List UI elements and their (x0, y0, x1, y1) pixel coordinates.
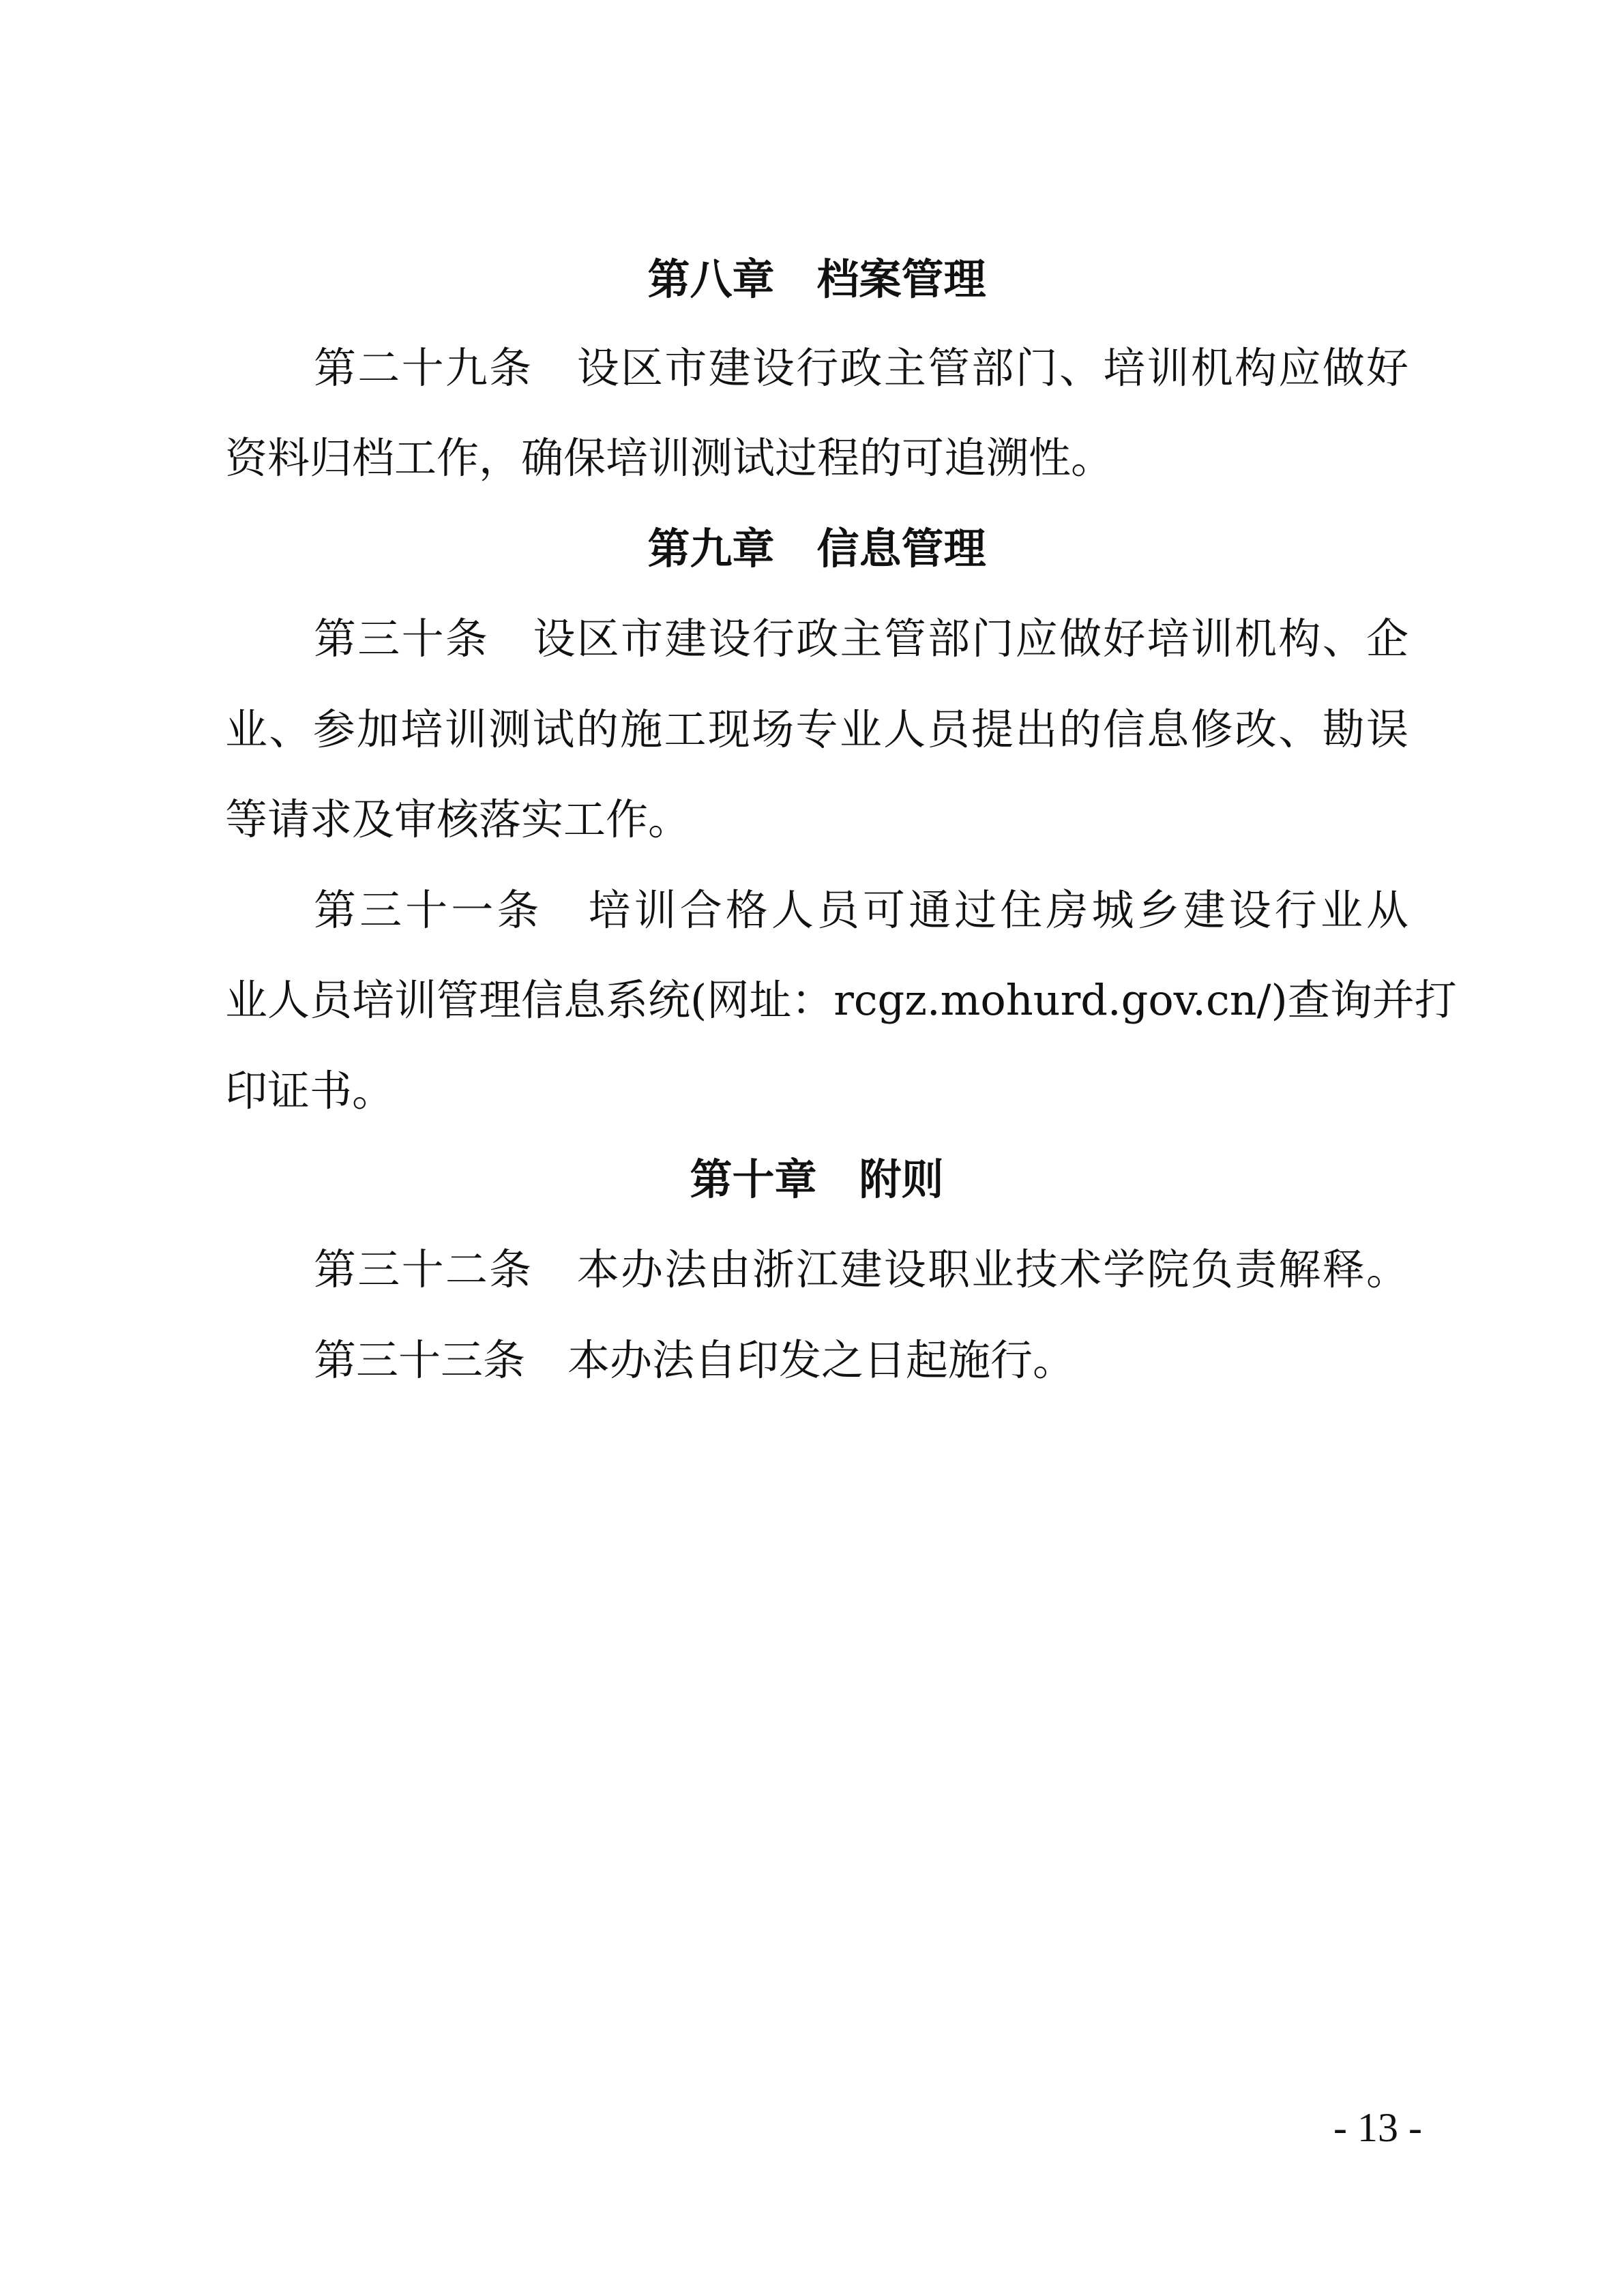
article-30-line-3: 等请求及审核落实工作。 (225, 794, 691, 844)
article-32-line-1: 第三十二条 本办法由浙江建设职业技术学院负责解释。 (314, 1244, 1408, 1294)
article-31-line-1: 第三十一条 培训合格人员可通过住房城乡建设行业从 (314, 885, 1408, 935)
article-31-line-3: 印证书。 (225, 1066, 395, 1116)
article-30-line-2: 业、参加培训测试的施工现场专业人员提出的信息修改、勘误 (225, 704, 1408, 754)
chapter-heading-9: 第九章 信息管理 (647, 524, 986, 573)
article-31-line-2: 业人员培训管理信息系统(网址：rcgz.mohurd.gov.cn/)查询并打 (225, 975, 1457, 1025)
article-30-line-1: 第三十条 设区市建设行政主管部门应做好培训机构、企 (314, 614, 1408, 664)
article-29-line-1: 第二十九条 设区市建设行政主管部门、培训机构应做好 (314, 343, 1408, 393)
chapter-heading-10: 第十章 附则 (690, 1154, 944, 1204)
chapter-heading-8: 第八章 档案管理 (647, 254, 986, 304)
article-29-line-2: 资料归档工作，确保培训测试过程的可追溯性。 (225, 433, 1114, 483)
page-number: - 13 - (1333, 2105, 1422, 2150)
article-33-line-1: 第三十三条 本办法自印发之日起施行。 (314, 1335, 1076, 1385)
